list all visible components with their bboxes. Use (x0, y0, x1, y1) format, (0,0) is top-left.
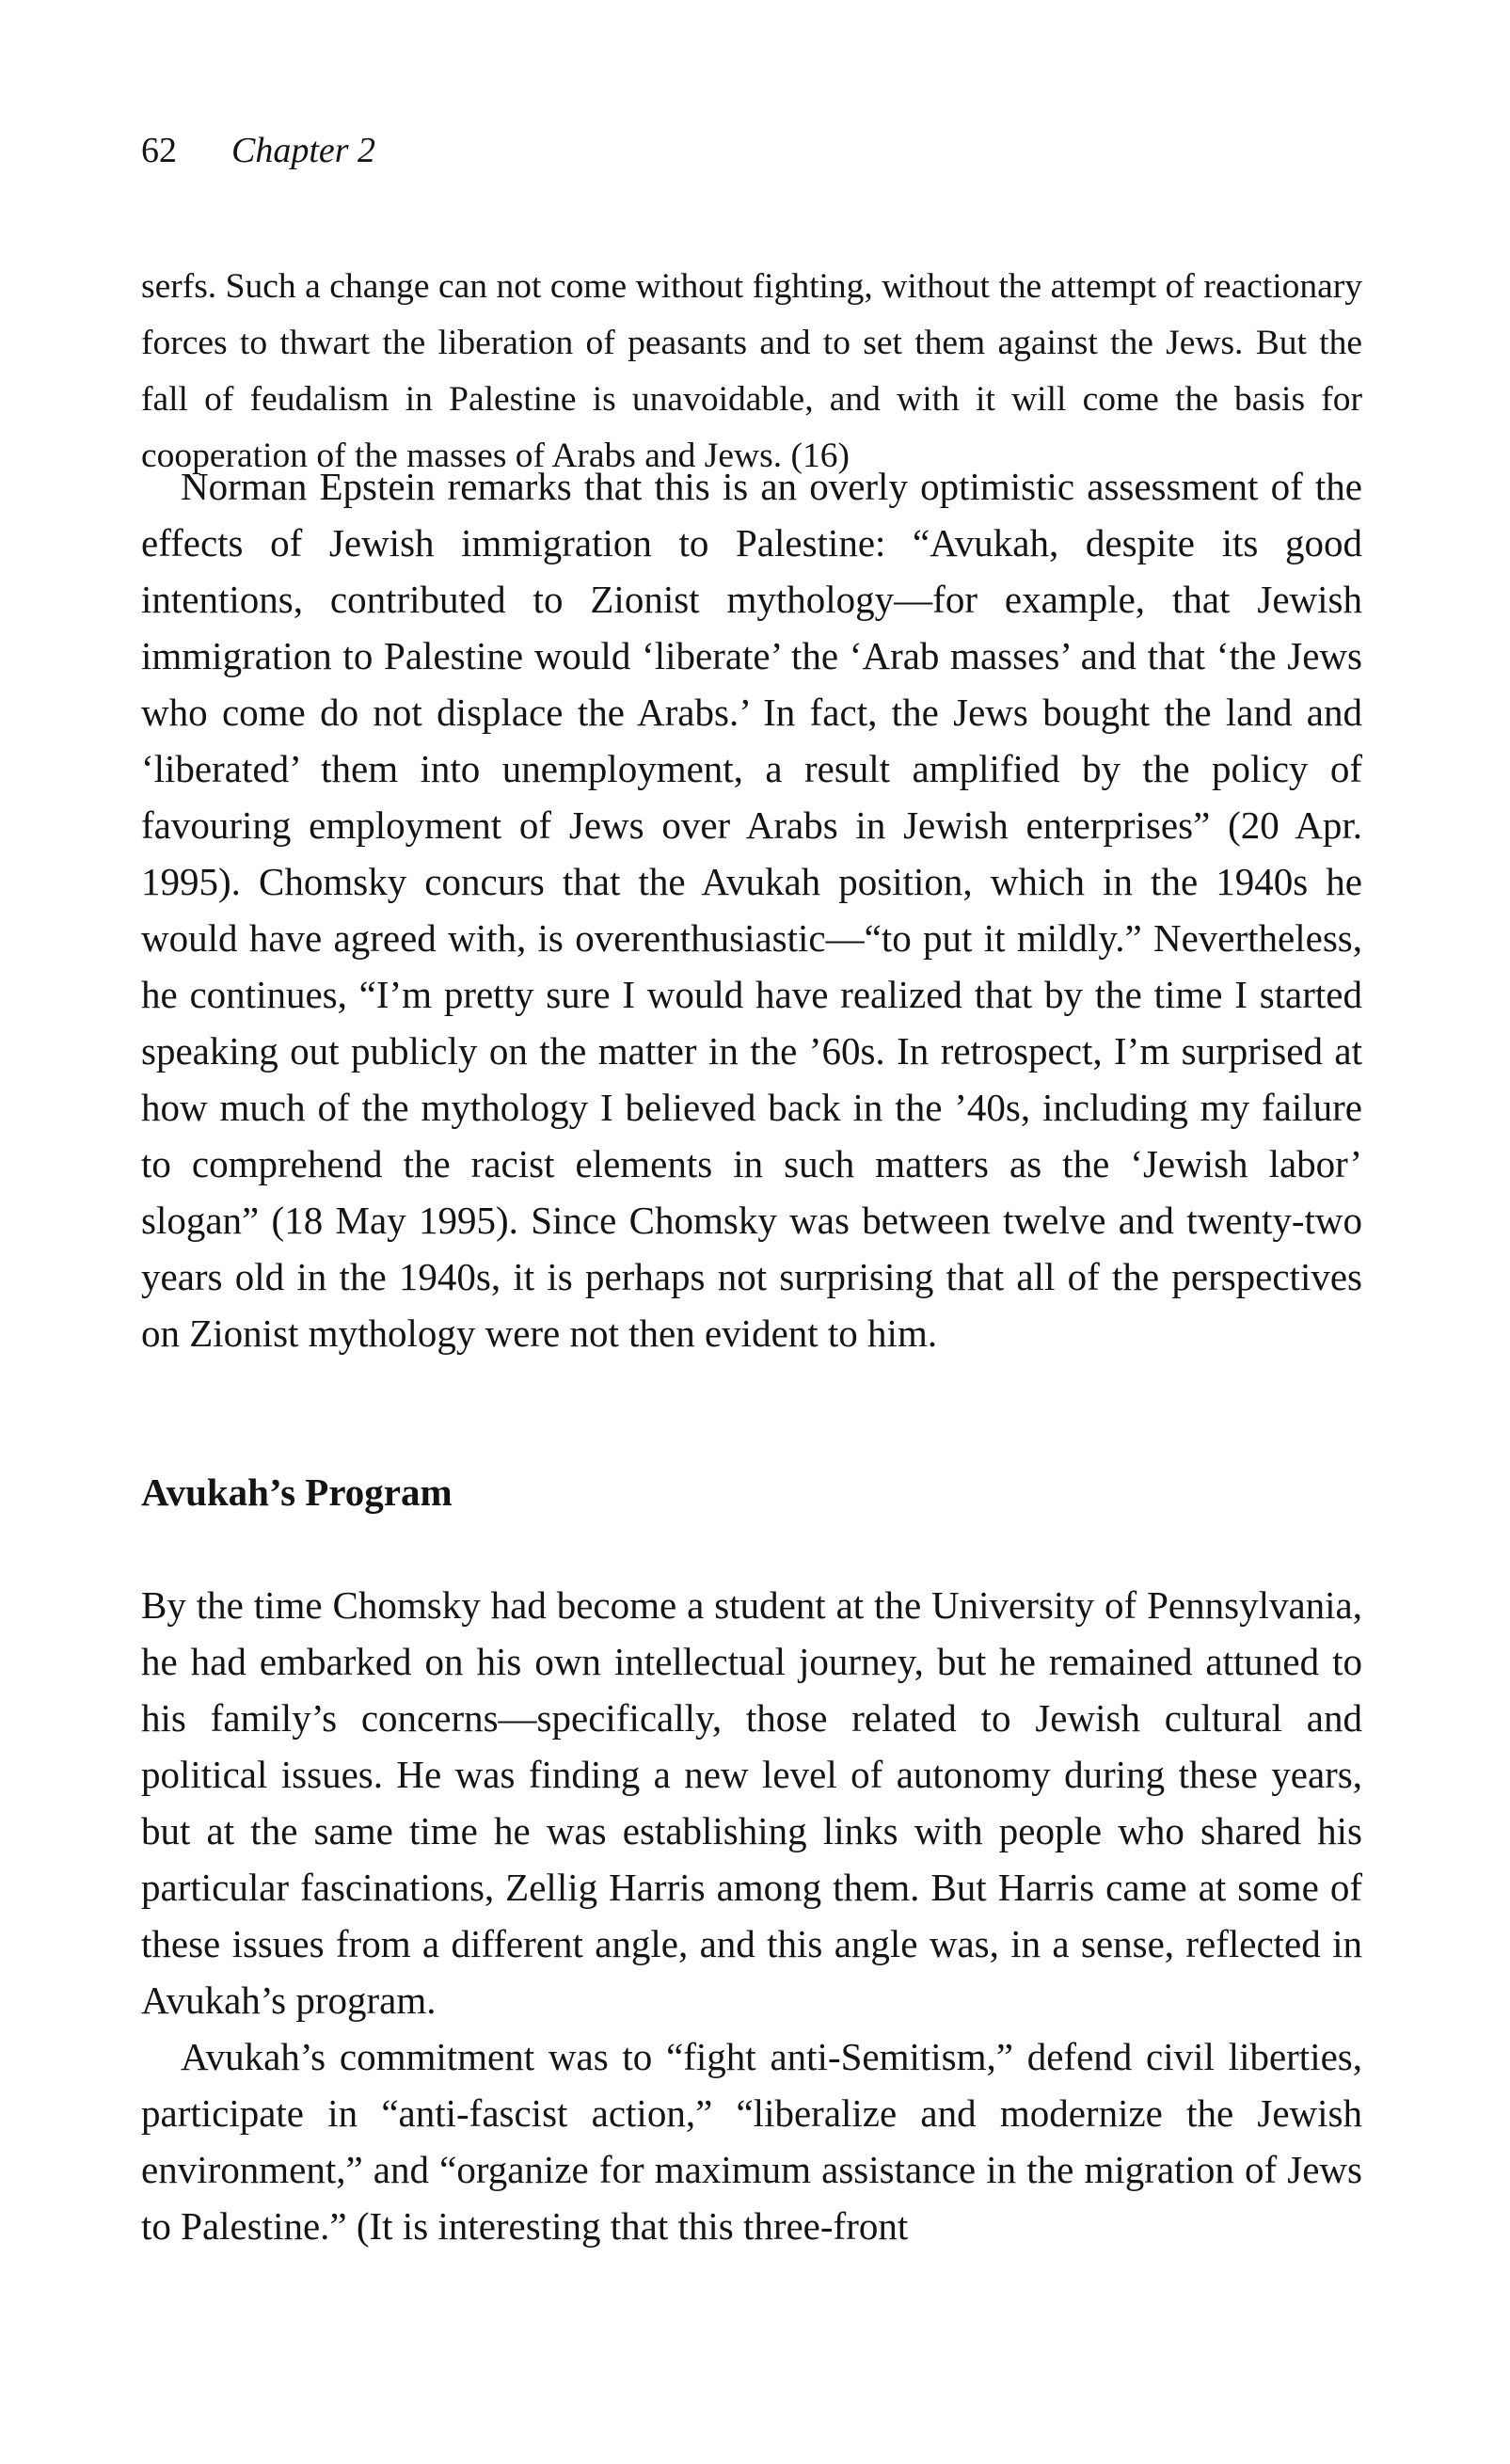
page-number: 62 (141, 131, 177, 170)
chapter-label: Chapter 2 (231, 131, 376, 170)
running-head (141, 128, 375, 173)
section-heading: Avukah’s Program (141, 1470, 453, 1514)
block-quote: serfs. Such a change can not come without fighting, without the attempt of reactionary forces to thwart the liberation of peasants and to set them against the Jews. But the fall of feudalism in Palestine is unavoidable, and with it will come the basis for cooperation of the masses of Arabs and Jews. (16) (141, 267, 1362, 475)
body-paragraph: Avukah’s commitment was to “fight anti-Semitism,” defend civil liberties, participate in “anti-fascist action,” “liberalize and modernize the Jewish environment,” and “organize for maximum assistance in the migration of Jews to Palestine.” (It is interesting that this three-front (141, 2035, 1362, 2248)
body-paragraph: Norman Epstein remarks that this is an overly optimistic assessment of the effects of Jewish immigration to Palestine: “Avukah, despite its good intentions, contributed to Zionist mythology—for example, that Jewish immigration to Palestine would ‘liberate’ the ‘Arab masses’ and that ‘the Jews who come do not displace the Arabs.’ In fact, the Jews bought the land and ‘liberated’ them into unemployment, a result amplified by the policy of favouring employment of Jews over Arabs in Jewish enterprises” (20 Apr. 1995). Chomsky concurs that the Avukah position, which in the 1940s he would have agreed with, is overenthusiastic—“to put it mildly.” Nevertheless, he continues, “I’m pretty sure I would have realized that by the time I started speaking out publicly on the matter in the ’60s. In retrospect, I’m surprised at how much of the mythology I believed back in the ’40s, including my failure to comprehend the racist elements in such matters as the ‘Jewish labor’ slogan” (18 May 1995). Since Chomsky was between twelve and twenty-two years old in the 1940s, it is perhaps not surprising that all of the perspectives on Zionist mythology were not then evident to him. (141, 465, 1362, 1355)
body-paragraph: By the time Chomsky had become a student at the University of Pennsylvania, he had embarked on his own intellectual journey, but he remained attuned to his family’s concerns—specifically, those related to Jewish cultural and political issues. He was finding a new level of autonomy during these years, but at the same time he was establishing links with people who shared his particular fascinations, Zellig Harris among them. But Harris came at some of these issues from a different angle, and this angle was, in a sense, reflected in Avukah’s program. (141, 1583, 1362, 2022)
